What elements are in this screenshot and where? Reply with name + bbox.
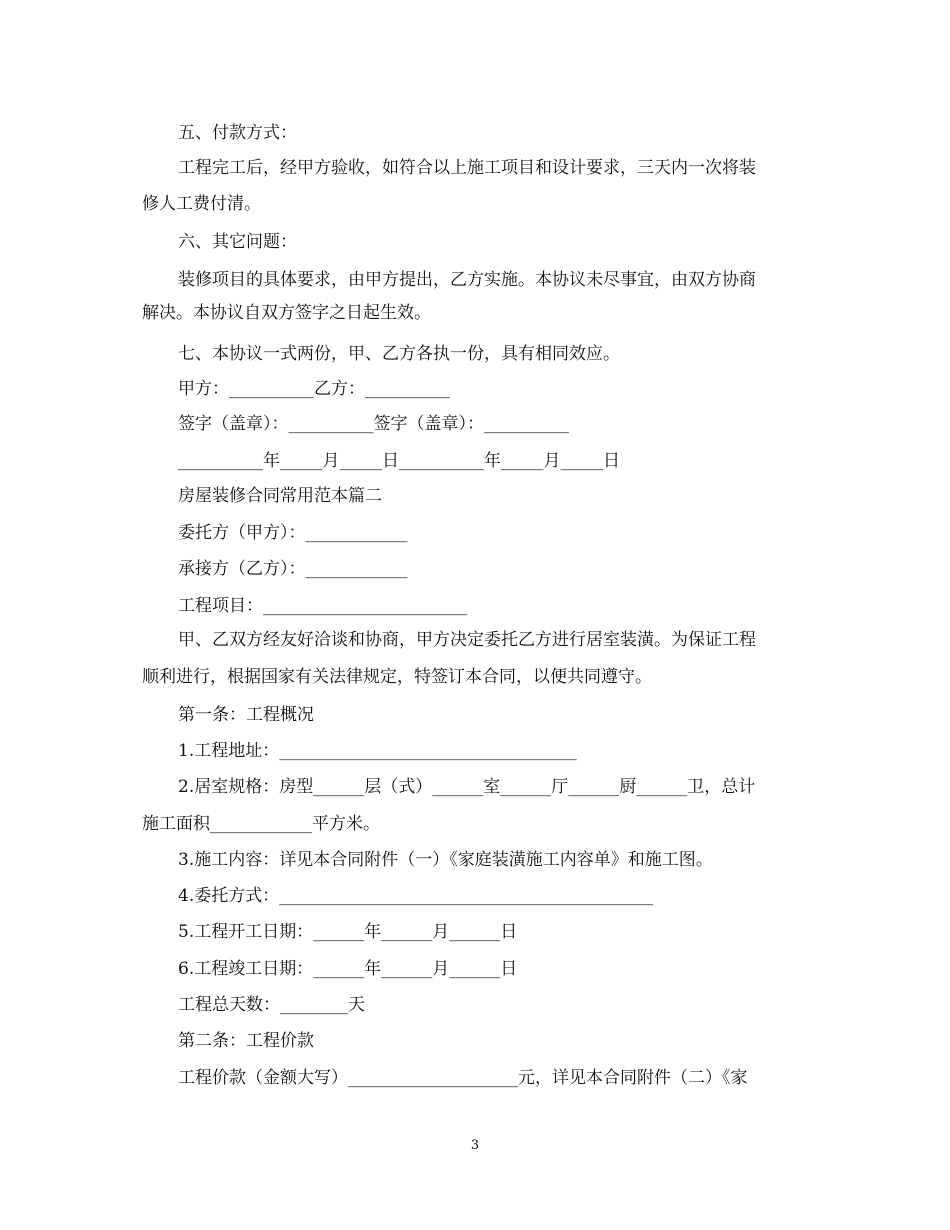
client-blank-line: 委托方（甲方）：____________ — [178, 523, 408, 543]
section-heading-other: 六、其它问题： — [178, 232, 297, 252]
price-blank-line: 工程价款（金额大写）____________________元，详见本合同附件（二）《家 — [178, 1068, 748, 1088]
date-blank-line: __________年_____月_____日__________年_____月_____日 — [178, 451, 620, 471]
document-subtitle: 房屋装修合同常用范本篇二 — [178, 486, 382, 506]
delegation-blank-line: 4.委托方式：____________________________________________ — [178, 886, 654, 906]
start-date-line: 5.工程开工日期：______年______月______日 — [178, 922, 518, 942]
address-blank-line: 1.工程地址：___________________________________ — [178, 741, 577, 761]
project-blank-line: 工程项目：________________________ — [178, 596, 467, 616]
paragraph-line: 顺利进行，根据国家有关法律规定，特签订本合同，以便共同遵守。 — [142, 667, 652, 687]
total-days-line: 工程总天数：________天 — [178, 995, 365, 1015]
paragraph-line: 工程完工后，经甲方验收，如符合以上施工项目和设计要求，三天内一次将装 — [178, 158, 756, 178]
contractor-blank-line: 承接方（乙方）：____________ — [178, 559, 408, 579]
end-date-line: 6.工程竣工日期：______年______月______日 — [178, 959, 518, 979]
section-heading-payment: 五、付款方式： — [178, 123, 297, 143]
paragraph-line: 甲、乙双方经友好洽谈和协商，甲方决定委托乙方进行居室装潢。为保证工程 — [178, 630, 756, 650]
signature-blank-line: 签字（盖章）：__________签字（盖章）：__________ — [178, 414, 569, 434]
area-blank-line: 施工面积____________平方米。 — [142, 814, 380, 834]
page-number: 3 — [470, 1138, 480, 1153]
content-line: 3.施工内容：详见本合同附件（一）《家庭装潢施工内容单》和施工图。 — [178, 850, 713, 870]
paragraph-line: 装修项目的具体要求，由甲方提出，乙方实施。本协议未尽事宜，由双方协商 — [178, 270, 756, 290]
paragraph-line: 七、本协议一式两份，甲、乙方各执一份，具有相同效应。 — [178, 344, 620, 364]
paragraph-line: 解决。本协议自双方签字之日起生效。 — [142, 303, 431, 323]
party-blank-line: 甲方：__________乙方：__________ — [178, 379, 450, 399]
paragraph-line: 修人工费付清。 — [142, 194, 261, 214]
room-spec-line: 2.居室规格：房型______层（式）______室______厅______厨______卫，总计 — [178, 777, 756, 797]
article-heading-price: 第二条：工程价款 — [178, 1031, 314, 1051]
article-heading-overview: 第一条：工程概况 — [178, 705, 314, 725]
